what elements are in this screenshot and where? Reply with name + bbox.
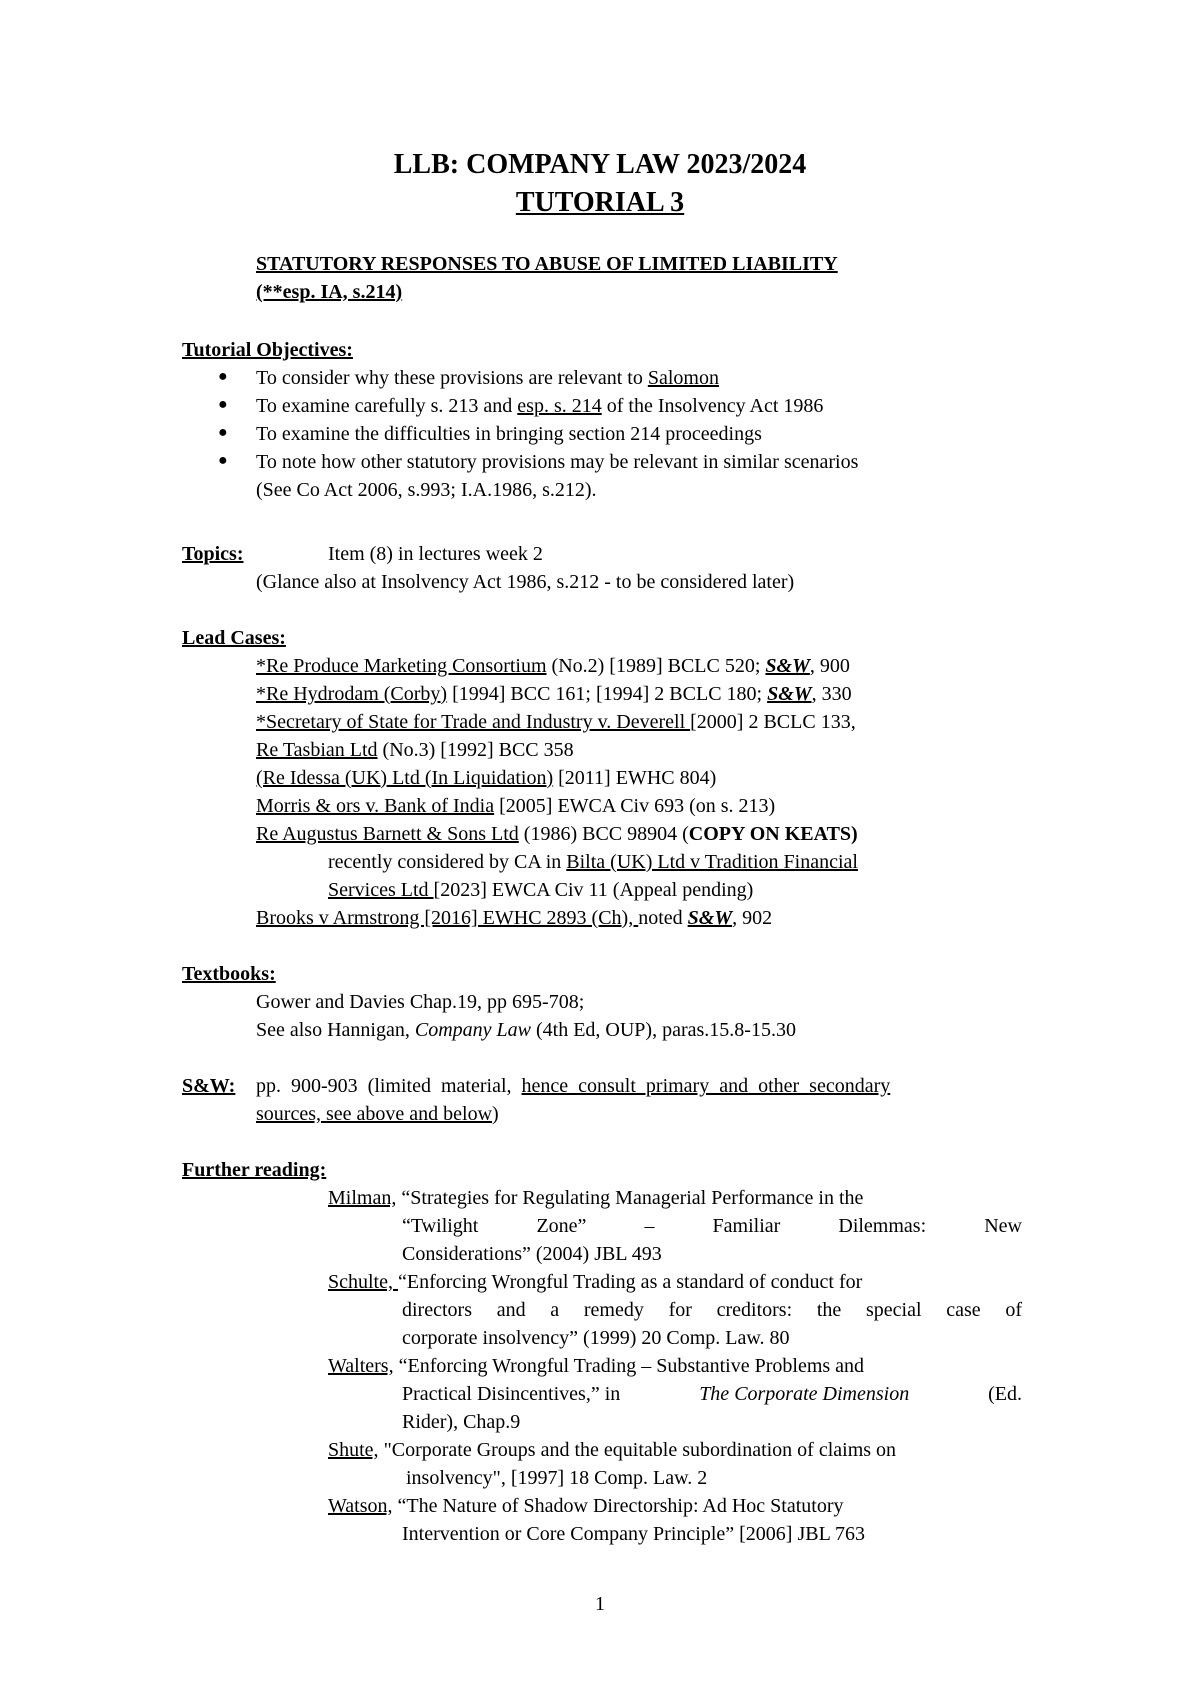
document-title: LLB: COMPANY LAW 2023/2024 <box>393 149 807 180</box>
reading-milman-line3: Considerations” (2004) JBL 493 <box>402 1243 662 1265</box>
reading-milman-line2: “Twilight Zone” – Familiar Dilemmas: New <box>402 1215 1022 1237</box>
reading-walters-line2: Practical Disincentives,” in The Corporate Dimension (Ed. <box>402 1383 1022 1405</box>
sw-label: S&W: <box>182 1075 236 1097</box>
reading-schulte: Schulte, “Enforcing Wrongful Trading as a standard of conduct for <box>328 1271 863 1293</box>
objective-2: To examine carefully s. 213 and esp. s. 214 of the Insolvency Act 1986 <box>256 395 824 417</box>
reading-shute: Shute, "Corporate Groups and the equitable subordination of claims on <box>328 1439 897 1461</box>
case-tasbian: Re Tasbian Ltd (No.3) [1992] BCC 358 <box>256 739 574 761</box>
textbook-gower: Gower and Davies Chap.19, pp 695-708; <box>256 991 585 1013</box>
topic-heading-line1: STATUTORY RESPONSES TO ABUSE OF LIMITED LIABILITY <box>256 253 838 275</box>
bullet-icon: ● <box>218 424 228 441</box>
case-idessa: (Re Idessa (UK) Ltd (In Liquidation) [2011] EWHC 804) <box>256 767 717 789</box>
case-deverell: *Secretary of State for Trade and Industry v. Deverell [2000] 2 BCLC 133, <box>256 711 856 733</box>
reading-shute-line2: insolvency", [1997] 18 Comp. Law. 2 <box>406 1467 708 1489</box>
textbooks-heading: Textbooks: <box>182 963 276 985</box>
reading-walters-line3: Rider), Chap.9 <box>402 1411 521 1433</box>
reading-walters: Walters, “Enforcing Wrongful Trading – Substantive Problems and <box>328 1355 865 1377</box>
case-morris: Morris & ors v. Bank of India [2005] EWCA Civ 693 (on s. 213) <box>256 795 776 817</box>
case-hydrodam: *Re Hydrodam (Corby) [1994] BCC 161; [1994] 2 BCLC 180; S&W, 330 <box>256 683 852 705</box>
reading-schulte-line3: corporate insolvency” (1999) 20 Comp. Law. 80 <box>402 1327 790 1349</box>
case-bilta-line2: Services Ltd [2023] EWCA Civ 11 (Appeal pending) <box>328 879 754 901</box>
page-number: 1 <box>595 1593 605 1615</box>
document-subtitle: TUTORIAL 3 <box>515 187 685 218</box>
objective-4-continued: (See Co Act 2006, s.993; I.A.1986, s.212). <box>256 479 597 501</box>
topics-line1: Item (8) in lectures week 2 <box>328 543 543 565</box>
reading-milman: Milman, “Strategies for Regulating Managerial Performance in the <box>328 1187 864 1209</box>
reading-schulte-line2: directors and a remedy for creditors: the special case of <box>402 1299 1022 1321</box>
bullet-icon: ● <box>218 452 228 469</box>
topics-line2: (Glance also at Insolvency Act 1986, s.212 - to be considered later) <box>256 571 795 593</box>
further-reading-heading: Further reading: <box>182 1159 327 1181</box>
case-produce-marketing: *Re Produce Marketing Consortium (No.2) [1989] BCLC 520; S&W, 900 <box>256 655 850 677</box>
bullet-icon: ● <box>218 396 228 413</box>
sw-line1: pp. 900-903 (limited material, hence consult primary and other secondary <box>256 1075 891 1097</box>
objectives-heading: Tutorial Objectives: <box>182 339 353 361</box>
objective-1: To consider why these provisions are relevant to Salomon <box>256 367 719 389</box>
textbook-hannigan: See also Hannigan, Company Law (4th Ed, OUP), paras.15.8-15.30 <box>256 1019 796 1041</box>
objective-4: To note how other statutory provisions may be relevant in similar scenarios <box>256 451 859 473</box>
objective-3: To examine the difficulties in bringing section 214 proceedings <box>256 423 762 445</box>
topic-heading-line2: (**esp. IA, s.214) <box>256 281 403 303</box>
reading-watson: Watson, “The Nature of Shadow Directorship: Ad Hoc Statutory <box>328 1495 844 1517</box>
sw-line2: sources, see above and below) <box>256 1103 499 1125</box>
case-bilta-line1: recently considered by CA in Bilta (UK) Ltd v Tradition Financial <box>328 851 858 873</box>
bullet-icon: ● <box>218 368 228 385</box>
reading-watson-line2: Intervention or Core Company Principle” [2006] JBL 763 <box>402 1523 866 1545</box>
topics-label: Topics: <box>182 543 244 565</box>
lead-cases-heading: Lead Cases: <box>182 627 286 649</box>
case-augustus-barnett: Re Augustus Barnett & Sons Ltd (1986) BCC 98904 (COPY ON KEATS) <box>256 823 858 845</box>
case-brooks: Brooks v Armstrong [2016] EWHC 2893 (Ch), noted S&W, 902 <box>256 907 773 929</box>
